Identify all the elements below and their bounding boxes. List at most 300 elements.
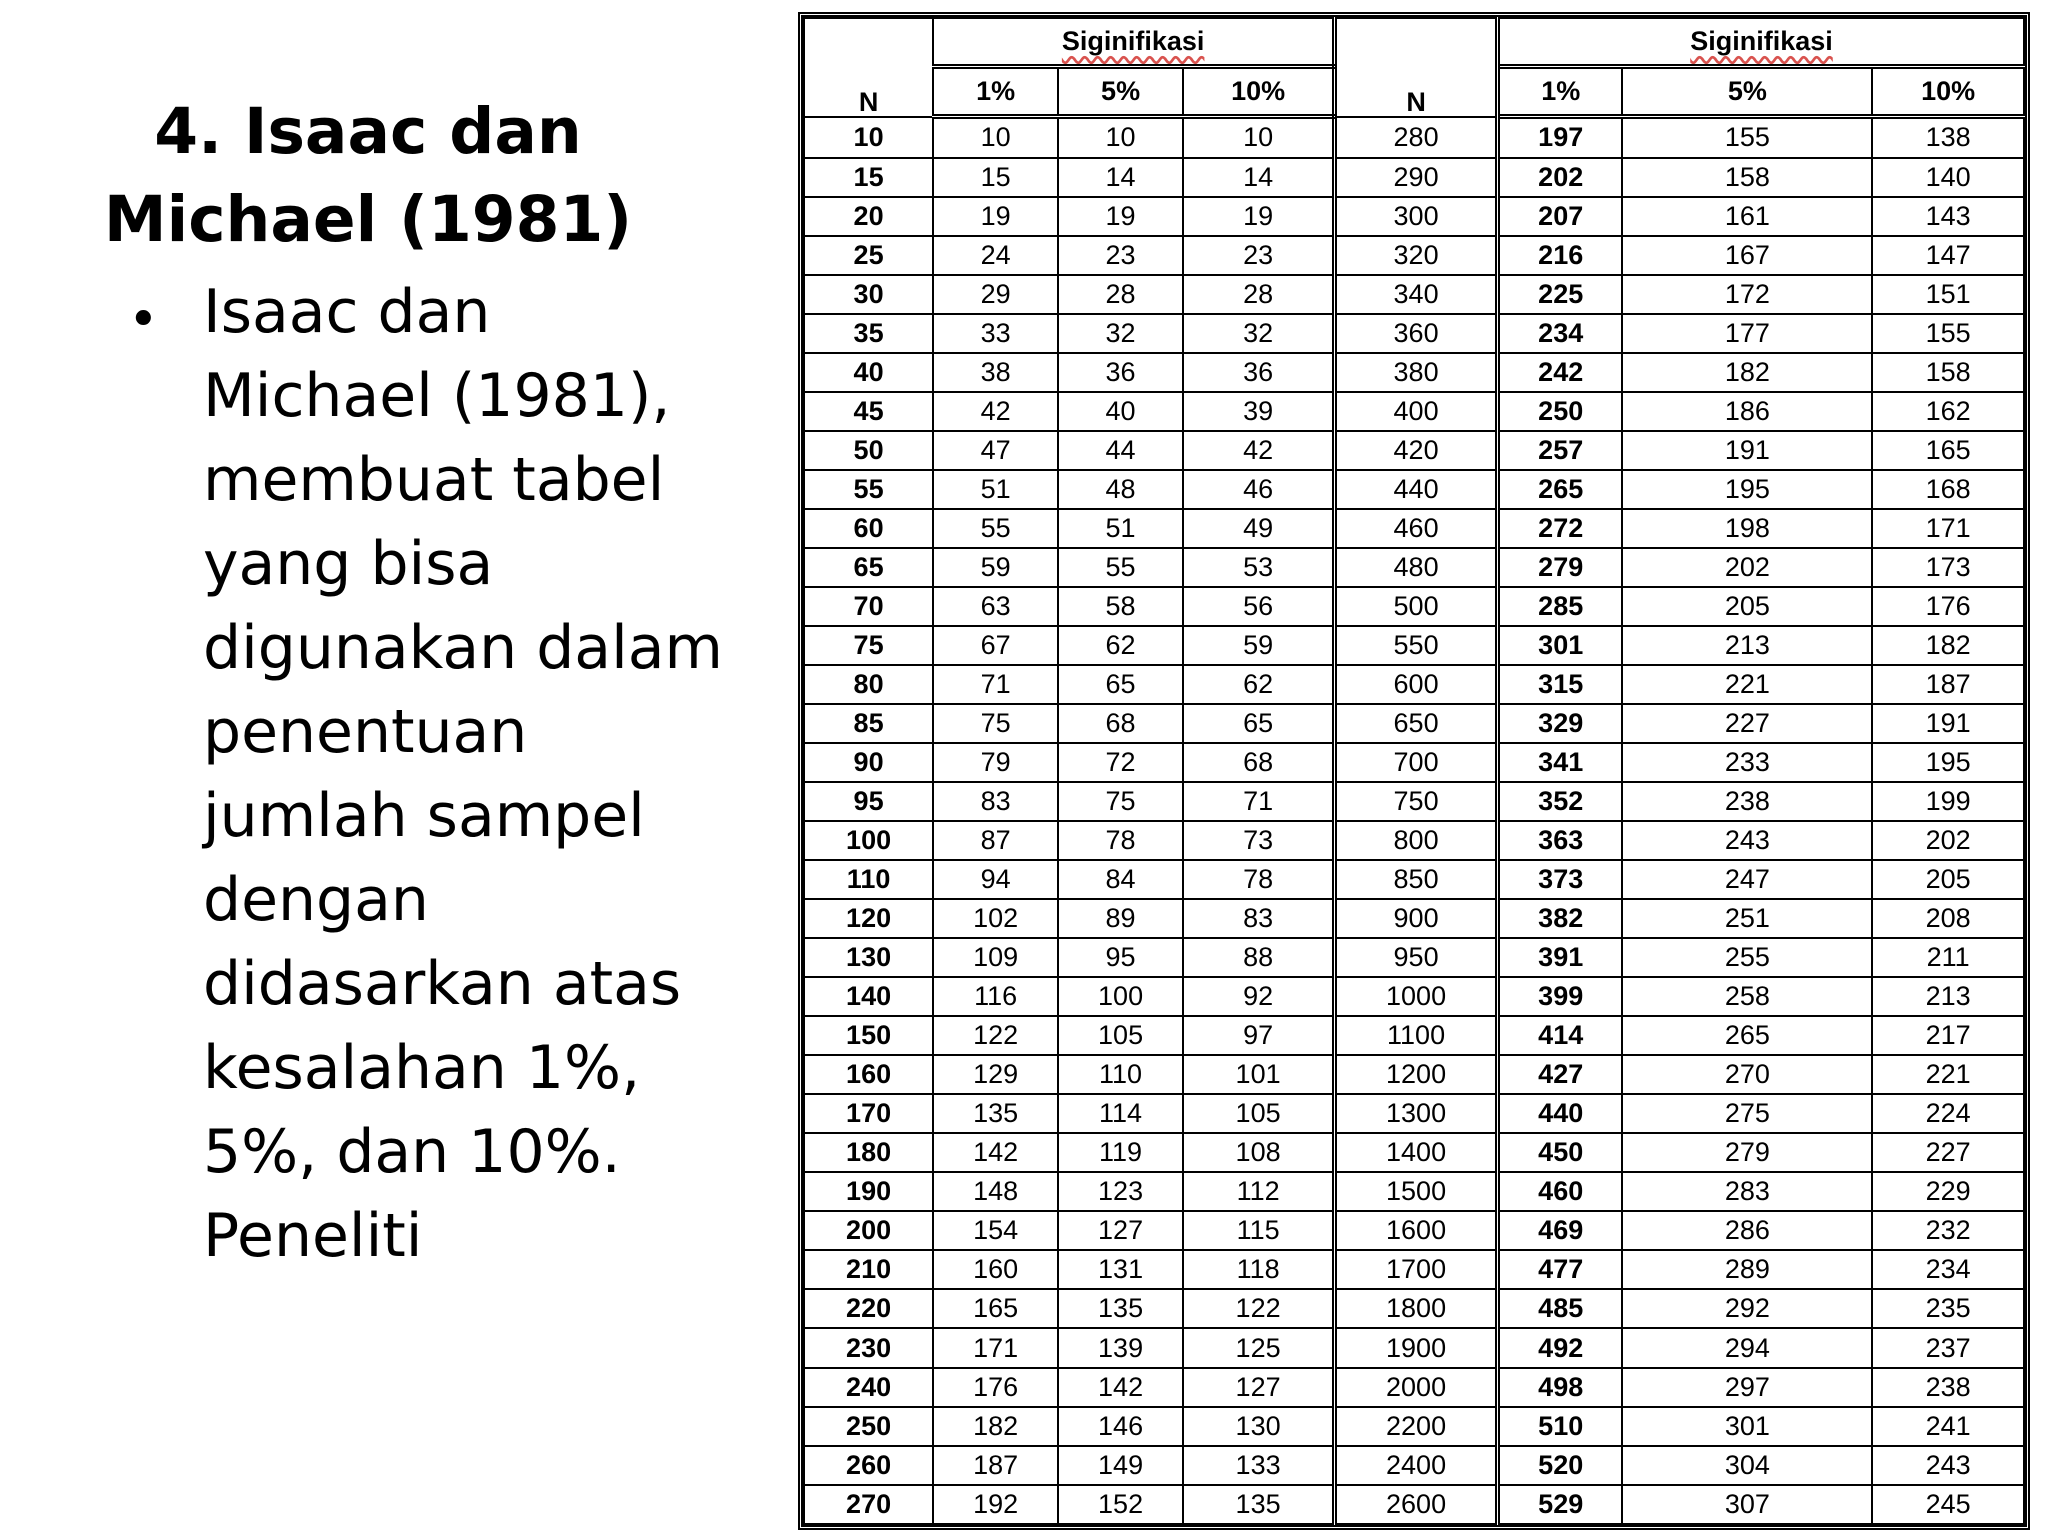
n-cell-right: 600 <box>1335 665 1498 704</box>
table-row <box>804 1407 2024 1446</box>
n-cell-right: 340 <box>1335 275 1498 314</box>
cell-5pct-left: 19 <box>1058 197 1183 236</box>
cell-5pct-left: 146 <box>1058 1407 1183 1446</box>
table-row <box>804 117 2024 158</box>
cell-10pct-right: 199 <box>1872 782 2024 821</box>
cell-10pct-left: 46 <box>1183 470 1335 509</box>
cell-1pct-left: 47 <box>933 431 1058 470</box>
cell-10pct-right: 168 <box>1872 470 2024 509</box>
cell-5pct-right: 243 <box>1622 821 1872 860</box>
n-cell-left: 70 <box>804 587 933 626</box>
n-cell-left: 260 <box>804 1446 933 1485</box>
cell-1pct-right: 329 <box>1497 704 1622 743</box>
table-row <box>804 236 2024 275</box>
cell-5pct-left: 78 <box>1058 821 1183 860</box>
cell-1pct-left: 24 <box>933 236 1058 275</box>
cell-10pct-left: 92 <box>1183 977 1335 1016</box>
cell-5pct-left: 142 <box>1058 1368 1183 1407</box>
n-cell-left: 55 <box>804 470 933 509</box>
slide-title: 4. Isaac dan Michael (1981) <box>103 95 633 256</box>
n-cell-right: 1500 <box>1335 1172 1498 1211</box>
table-row <box>804 1094 2024 1133</box>
n-cell-left: 140 <box>804 977 933 1016</box>
n-cell-left: 250 <box>804 1407 933 1446</box>
n-cell-right: 420 <box>1335 431 1498 470</box>
table-row <box>804 665 2024 704</box>
cell-10pct-left: 53 <box>1183 548 1335 587</box>
cell-5pct-left: 105 <box>1058 1016 1183 1055</box>
n-cell-right: 1900 <box>1335 1328 1498 1367</box>
cell-5pct-right: 304 <box>1622 1446 1872 1485</box>
n-cell-right: 1700 <box>1335 1250 1498 1289</box>
cell-10pct-right: 191 <box>1872 704 2024 743</box>
cell-5pct-left: 127 <box>1058 1211 1183 1250</box>
cell-1pct-left: 79 <box>933 743 1058 782</box>
cell-10pct-right: 202 <box>1872 821 2024 860</box>
text-panel <box>0 0 760 1536</box>
cell-10pct-right: 138 <box>1872 117 2024 158</box>
cell-10pct-right: 229 <box>1872 1172 2024 1211</box>
cell-5pct-right: 283 <box>1622 1172 1872 1211</box>
cell-1pct-right: 301 <box>1497 626 1622 665</box>
n-cell-right: 1000 <box>1335 977 1498 1016</box>
n-cell-left: 75 <box>804 626 933 665</box>
n-cell-right: 650 <box>1335 704 1498 743</box>
cell-1pct-right: 216 <box>1497 236 1622 275</box>
cell-1pct-right: 529 <box>1497 1485 1622 1524</box>
cell-5pct-left: 84 <box>1058 860 1183 899</box>
cell-5pct-left: 55 <box>1058 548 1183 587</box>
cell-5pct-right: 279 <box>1622 1133 1872 1172</box>
n-cell-right: 1800 <box>1335 1289 1498 1328</box>
table-row <box>804 548 2024 587</box>
cell-5pct-right: 297 <box>1622 1368 1872 1407</box>
n-cell-left: 220 <box>804 1289 933 1328</box>
cell-10pct-left: 59 <box>1183 626 1335 665</box>
table-row <box>804 353 2024 392</box>
cell-5pct-left: 119 <box>1058 1133 1183 1172</box>
n-cell-left: 95 <box>804 782 933 821</box>
cell-5pct-right: 202 <box>1622 548 1872 587</box>
table-row <box>804 743 2024 782</box>
cell-1pct-left: 116 <box>933 977 1058 1016</box>
n-cell-right: 850 <box>1335 860 1498 899</box>
sample-size-table-container <box>798 12 2030 1530</box>
cell-5pct-right: 270 <box>1622 1055 1872 1094</box>
n-cell-left: 40 <box>804 353 933 392</box>
table-row <box>804 1016 2024 1055</box>
n-cell-right: 1200 <box>1335 1055 1498 1094</box>
cell-10pct-left: 39 <box>1183 392 1335 431</box>
table-body <box>804 117 2024 1525</box>
cell-10pct-left: 115 <box>1183 1211 1335 1250</box>
n-cell-left: 10 <box>804 117 933 158</box>
cell-10pct-left: 105 <box>1183 1094 1335 1133</box>
cell-1pct-right: 427 <box>1497 1055 1622 1094</box>
n-cell-left: 50 <box>804 431 933 470</box>
cell-1pct-left: 83 <box>933 782 1058 821</box>
col-header-10pct-left: 10% <box>1183 67 1335 117</box>
table-row <box>804 275 2024 314</box>
cell-10pct-right: 176 <box>1872 587 2024 626</box>
cell-5pct-right: 198 <box>1622 509 1872 548</box>
cell-1pct-left: 142 <box>933 1133 1058 1172</box>
n-cell-right: 550 <box>1335 626 1498 665</box>
n-cell-right: 500 <box>1335 587 1498 626</box>
cell-5pct-left: 23 <box>1058 236 1183 275</box>
cell-10pct-right: 241 <box>1872 1407 2024 1446</box>
cell-1pct-left: 15 <box>933 158 1058 197</box>
col-header-5pct-right: 5% <box>1622 67 1872 117</box>
cell-10pct-left: 97 <box>1183 1016 1335 1055</box>
cell-5pct-left: 28 <box>1058 275 1183 314</box>
cell-10pct-right: 143 <box>1872 197 2024 236</box>
cell-1pct-left: 75 <box>933 704 1058 743</box>
n-cell-left: 60 <box>804 509 933 548</box>
cell-5pct-right: 177 <box>1622 314 1872 353</box>
cell-5pct-left: 95 <box>1058 938 1183 977</box>
table-row <box>804 1172 2024 1211</box>
cell-5pct-left: 139 <box>1058 1328 1183 1367</box>
cell-1pct-right: 341 <box>1497 743 1622 782</box>
table-row <box>804 821 2024 860</box>
n-cell-right: 360 <box>1335 314 1498 353</box>
n-cell-right: 280 <box>1335 117 1498 158</box>
cell-5pct-right: 289 <box>1622 1250 1872 1289</box>
cell-1pct-left: 176 <box>933 1368 1058 1407</box>
cell-10pct-right: 224 <box>1872 1094 2024 1133</box>
cell-10pct-left: 73 <box>1183 821 1335 860</box>
n-cell-left: 35 <box>804 314 933 353</box>
cell-10pct-left: 127 <box>1183 1368 1335 1407</box>
cell-10pct-right: 151 <box>1872 275 2024 314</box>
n-cell-right: 480 <box>1335 548 1498 587</box>
cell-5pct-left: 36 <box>1058 353 1183 392</box>
significance-label-left: Siginifikasi <box>1061 26 1205 56</box>
n-cell-left: 180 <box>804 1133 933 1172</box>
col-header-5pct-left: 5% <box>1058 67 1183 117</box>
cell-10pct-left: 23 <box>1183 236 1335 275</box>
table-row <box>804 1446 2024 1485</box>
table-row <box>804 1250 2024 1289</box>
n-cell-right: 440 <box>1335 470 1498 509</box>
n-cell-left: 20 <box>804 197 933 236</box>
bullet-text: Isaac dan Michael (1981), membuat tabel yang bisa digunakan dalam penentuan jumlah sampel dengan didasarkan atas kesalahan 1%, 5%, dan 10%. Peneliti <box>203 277 723 1271</box>
cell-1pct-right: 257 <box>1497 431 1622 470</box>
n-header-right: N <box>1335 18 1498 117</box>
cell-10pct-left: 101 <box>1183 1055 1335 1094</box>
table-row <box>804 1368 2024 1407</box>
cell-1pct-left: 94 <box>933 860 1058 899</box>
cell-5pct-right: 238 <box>1622 782 1872 821</box>
cell-1pct-left: 160 <box>933 1250 1058 1289</box>
cell-1pct-right: 450 <box>1497 1133 1622 1172</box>
cell-1pct-right: 207 <box>1497 197 1622 236</box>
cell-1pct-right: 382 <box>1497 899 1622 938</box>
cell-1pct-left: 129 <box>933 1055 1058 1094</box>
n-cell-left: 130 <box>804 938 933 977</box>
cell-10pct-left: 42 <box>1183 431 1335 470</box>
table-row <box>804 1133 2024 1172</box>
cell-10pct-left: 112 <box>1183 1172 1335 1211</box>
n-cell-right: 1300 <box>1335 1094 1498 1133</box>
table-row <box>804 782 2024 821</box>
n-cell-left: 15 <box>804 158 933 197</box>
cell-1pct-right: 242 <box>1497 353 1622 392</box>
cell-10pct-left: 125 <box>1183 1328 1335 1367</box>
table-row <box>804 704 2024 743</box>
n-cell-right: 2600 <box>1335 1485 1498 1524</box>
cell-1pct-left: 165 <box>933 1289 1058 1328</box>
cell-1pct-right: 440 <box>1497 1094 1622 1133</box>
cell-10pct-left: 122 <box>1183 1289 1335 1328</box>
cell-10pct-right: 195 <box>1872 743 2024 782</box>
significance-header-right <box>1497 18 2024 67</box>
n-cell-left: 210 <box>804 1250 933 1289</box>
table-row <box>804 314 2024 353</box>
n-cell-left: 100 <box>804 821 933 860</box>
cell-1pct-right: 202 <box>1497 158 1622 197</box>
cell-10pct-right: 232 <box>1872 1211 2024 1250</box>
table-row <box>804 626 2024 665</box>
cell-10pct-right: 147 <box>1872 236 2024 275</box>
cell-1pct-left: 29 <box>933 275 1058 314</box>
cell-5pct-left: 110 <box>1058 1055 1183 1094</box>
n-cell-left: 30 <box>804 275 933 314</box>
cell-1pct-left: 10 <box>933 117 1058 158</box>
n-cell-left: 90 <box>804 743 933 782</box>
cell-5pct-right: 155 <box>1622 117 1872 158</box>
cell-1pct-left: 122 <box>933 1016 1058 1055</box>
cell-5pct-left: 123 <box>1058 1172 1183 1211</box>
cell-1pct-left: 51 <box>933 470 1058 509</box>
cell-1pct-left: 171 <box>933 1328 1058 1367</box>
cell-1pct-left: 67 <box>933 626 1058 665</box>
cell-10pct-right: 238 <box>1872 1368 2024 1407</box>
cell-5pct-right: 221 <box>1622 665 1872 704</box>
cell-1pct-left: 38 <box>933 353 1058 392</box>
cell-1pct-right: 373 <box>1497 860 1622 899</box>
cell-5pct-right: 167 <box>1622 236 1872 275</box>
n-cell-left: 190 <box>804 1172 933 1211</box>
cell-5pct-right: 286 <box>1622 1211 1872 1250</box>
cell-1pct-right: 477 <box>1497 1250 1622 1289</box>
cell-1pct-left: 87 <box>933 821 1058 860</box>
table-row <box>804 392 2024 431</box>
n-cell-left: 200 <box>804 1211 933 1250</box>
cell-5pct-left: 89 <box>1058 899 1183 938</box>
n-cell-left: 110 <box>804 860 933 899</box>
cell-10pct-right: 140 <box>1872 158 2024 197</box>
cell-1pct-right: 272 <box>1497 509 1622 548</box>
cell-10pct-right: 227 <box>1872 1133 2024 1172</box>
n-cell-right: 460 <box>1335 509 1498 548</box>
cell-1pct-right: 460 <box>1497 1172 1622 1211</box>
cell-1pct-left: 63 <box>933 587 1058 626</box>
cell-5pct-right: 195 <box>1622 470 1872 509</box>
table-row <box>804 431 2024 470</box>
cell-5pct-right: 233 <box>1622 743 1872 782</box>
cell-5pct-right: 251 <box>1622 899 1872 938</box>
n-cell-right: 1100 <box>1335 1016 1498 1055</box>
n-header-left: N <box>804 18 933 117</box>
cell-5pct-right: 161 <box>1622 197 1872 236</box>
cell-10pct-right: 211 <box>1872 938 2024 977</box>
table-row <box>804 938 2024 977</box>
cell-1pct-right: 197 <box>1497 117 1622 158</box>
table-row <box>804 977 2024 1016</box>
cell-5pct-right: 182 <box>1622 353 1872 392</box>
n-cell-right: 800 <box>1335 821 1498 860</box>
table-row <box>804 1211 2024 1250</box>
cell-1pct-right: 391 <box>1497 938 1622 977</box>
table-row <box>804 1289 2024 1328</box>
cell-10pct-left: 32 <box>1183 314 1335 353</box>
cell-10pct-left: 65 <box>1183 704 1335 743</box>
n-cell-left: 150 <box>804 1016 933 1055</box>
table-row <box>804 1328 2024 1367</box>
cell-5pct-right: 301 <box>1622 1407 1872 1446</box>
n-cell-right: 300 <box>1335 197 1498 236</box>
cell-10pct-right: 171 <box>1872 509 2024 548</box>
cell-10pct-right: 221 <box>1872 1055 2024 1094</box>
table-row <box>804 158 2024 197</box>
cell-10pct-right: 187 <box>1872 665 2024 704</box>
cell-1pct-left: 102 <box>933 899 1058 938</box>
cell-1pct-right: 234 <box>1497 314 1622 353</box>
cell-10pct-right: 234 <box>1872 1250 2024 1289</box>
table-row <box>804 860 2024 899</box>
n-cell-left: 270 <box>804 1485 933 1524</box>
cell-5pct-right: 247 <box>1622 860 1872 899</box>
cell-1pct-left: 33 <box>933 314 1058 353</box>
cell-10pct-left: 135 <box>1183 1485 1335 1524</box>
cell-1pct-right: 485 <box>1497 1289 1622 1328</box>
n-cell-left: 240 <box>804 1368 933 1407</box>
cell-1pct-right: 510 <box>1497 1407 1622 1446</box>
n-cell-right: 1600 <box>1335 1211 1498 1250</box>
cell-10pct-left: 36 <box>1183 353 1335 392</box>
table-row <box>804 1485 2024 1524</box>
cell-10pct-left: 83 <box>1183 899 1335 938</box>
sample-size-table <box>803 17 2025 1525</box>
cell-10pct-left: 71 <box>1183 782 1335 821</box>
cell-5pct-right: 172 <box>1622 275 1872 314</box>
col-header-1pct-right: 1% <box>1497 67 1622 117</box>
cell-5pct-left: 62 <box>1058 626 1183 665</box>
n-cell-left: 45 <box>804 392 933 431</box>
cell-5pct-left: 75 <box>1058 782 1183 821</box>
cell-1pct-left: 135 <box>933 1094 1058 1133</box>
n-cell-right: 900 <box>1335 899 1498 938</box>
cell-10pct-left: 118 <box>1183 1250 1335 1289</box>
cell-1pct-left: 187 <box>933 1446 1058 1485</box>
cell-10pct-left: 78 <box>1183 860 1335 899</box>
cell-1pct-left: 71 <box>933 665 1058 704</box>
cell-5pct-right: 307 <box>1622 1485 1872 1524</box>
cell-1pct-right: 315 <box>1497 665 1622 704</box>
cell-5pct-right: 213 <box>1622 626 1872 665</box>
cell-10pct-left: 108 <box>1183 1133 1335 1172</box>
n-cell-left: 120 <box>804 899 933 938</box>
n-cell-right: 2200 <box>1335 1407 1498 1446</box>
cell-5pct-left: 149 <box>1058 1446 1183 1485</box>
cell-1pct-right: 520 <box>1497 1446 1622 1485</box>
table-row <box>804 509 2024 548</box>
cell-1pct-right: 492 <box>1497 1328 1622 1367</box>
cell-5pct-left: 68 <box>1058 704 1183 743</box>
cell-5pct-right: 255 <box>1622 938 1872 977</box>
significance-label-right: Siginifikasi <box>1690 26 1833 56</box>
col-header-10pct-right: 10% <box>1872 67 2024 117</box>
n-cell-right: 700 <box>1335 743 1498 782</box>
cell-5pct-left: 135 <box>1058 1289 1183 1328</box>
cell-10pct-left: 133 <box>1183 1446 1335 1485</box>
cell-5pct-left: 72 <box>1058 743 1183 782</box>
cell-1pct-left: 154 <box>933 1211 1058 1250</box>
cell-10pct-left: 62 <box>1183 665 1335 704</box>
cell-1pct-right: 414 <box>1497 1016 1622 1055</box>
cell-1pct-left: 109 <box>933 938 1058 977</box>
cell-5pct-left: 51 <box>1058 509 1183 548</box>
cell-10pct-right: 208 <box>1872 899 2024 938</box>
cell-1pct-right: 250 <box>1497 392 1622 431</box>
cell-10pct-left: 10 <box>1183 117 1335 158</box>
cell-10pct-right: 245 <box>1872 1485 2024 1524</box>
cell-10pct-left: 130 <box>1183 1407 1335 1446</box>
bullet-dot-icon: • <box>128 290 159 350</box>
cell-1pct-right: 469 <box>1497 1211 1622 1250</box>
cell-5pct-right: 158 <box>1622 158 1872 197</box>
n-cell-left: 85 <box>804 704 933 743</box>
n-cell-left: 25 <box>804 236 933 275</box>
cell-5pct-right: 186 <box>1622 392 1872 431</box>
n-cell-right: 400 <box>1335 392 1498 431</box>
cell-5pct-left: 131 <box>1058 1250 1183 1289</box>
cell-10pct-right: 173 <box>1872 548 2024 587</box>
cell-1pct-right: 285 <box>1497 587 1622 626</box>
n-cell-left: 80 <box>804 665 933 704</box>
cell-5pct-left: 114 <box>1058 1094 1183 1133</box>
n-cell-left: 170 <box>804 1094 933 1133</box>
cell-1pct-left: 55 <box>933 509 1058 548</box>
cell-5pct-left: 44 <box>1058 431 1183 470</box>
cell-10pct-right: 213 <box>1872 977 2024 1016</box>
n-cell-right: 750 <box>1335 782 1498 821</box>
cell-10pct-left: 88 <box>1183 938 1335 977</box>
cell-1pct-left: 182 <box>933 1407 1058 1446</box>
cell-10pct-left: 14 <box>1183 158 1335 197</box>
table-row <box>804 899 2024 938</box>
table-row <box>804 1055 2024 1094</box>
cell-10pct-left: 28 <box>1183 275 1335 314</box>
cell-5pct-right: 191 <box>1622 431 1872 470</box>
n-cell-right: 290 <box>1335 158 1498 197</box>
n-cell-right: 320 <box>1335 236 1498 275</box>
cell-1pct-right: 498 <box>1497 1368 1622 1407</box>
cell-10pct-right: 182 <box>1872 626 2024 665</box>
cell-5pct-left: 14 <box>1058 158 1183 197</box>
n-cell-right: 1400 <box>1335 1133 1498 1172</box>
n-cell-left: 230 <box>804 1328 933 1367</box>
cell-5pct-left: 100 <box>1058 977 1183 1016</box>
cell-5pct-left: 10 <box>1058 117 1183 158</box>
cell-5pct-right: 265 <box>1622 1016 1872 1055</box>
cell-5pct-right: 227 <box>1622 704 1872 743</box>
cell-10pct-right: 205 <box>1872 860 2024 899</box>
n-cell-right: 2400 <box>1335 1446 1498 1485</box>
significance-header-left <box>933 18 1334 67</box>
